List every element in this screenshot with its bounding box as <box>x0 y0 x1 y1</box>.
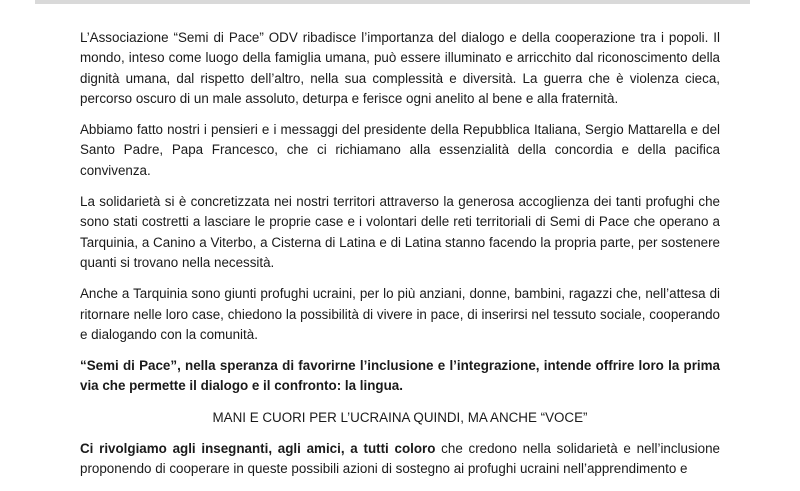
document-body <box>80 28 720 491</box>
paragraph-messages: Abbiamo fatto nostri i pensieri e i messaggi del presidente della Repubblica Italiana, Sergio Mattarella e del Santo Padre, Papa Francesco, che ci richiamano alla essenzialità della concordia e della pacifica convivenza. <box>80 122 720 178</box>
paragraph-appeal <box>80 439 720 480</box>
paragraph-tarquinia: Anche a Tarquinia sono giunti profughi ucraini, per lo più anziani, donne, bambini, ragazzi che, nell’attesa di ritornare nelle loro case, chiedono la possibilità di vivere in pace, di inserirsi nel tessuto sociale, cooperando e dialogando con la comunità. <box>80 286 720 342</box>
paragraph-solidarity: La solidarietà si è concretizzata nei nostri territori attraverso la generosa accoglienza dei tanti profughi che sono stati costretti a lasciare le proprie case e i volontari delle reti territoriali di Semi di Pace che operano a Tarquinia, a Canino a Viterbo, a Cisterna di Latina e di Latina stanno facendo la propria parte, per sostenere quanti si trovano nella necessità. <box>80 194 720 270</box>
section-heading: MANI E CUORI PER L’UCRAINA QUINDI, MA ANCHE “VOCE” <box>212 409 588 425</box>
appeal-bold-text: Ci rivolgiamo agli insegnanti, agli amici, a tutti coloro <box>80 441 436 457</box>
top-divider <box>35 0 750 4</box>
appeal-text: che credono nella solidarietà e nell’inclusione proponendo di cooperare in queste possibili azioni di sostegno ai profughi ucraini nell’apprendimento e <box>80 441 720 477</box>
paragraph-language: “Semi di Pace”, nella speranza di favorirne l’inclusione e l’integrazione, intende offrire loro la prima via che permette il dialogo e il confronto: la lingua. <box>80 358 720 394</box>
paragraph-intro: L’Associazione “Semi di Pace” ODV ribadisce l’importanza del dialogo e della cooperazione tra i popoli. Il mondo, inteso come luogo della famiglia umana, può essere illuminato e arricchito dal riconoscimento della dignità umana, dal rispetto dell’altro, nella sua complessità e diversità. La guerra che è violenza cieca, percorso oscuro di un male assoluto, deturpa e ferisce ogni anelito al bene e alla fraternità. <box>80 30 720 106</box>
